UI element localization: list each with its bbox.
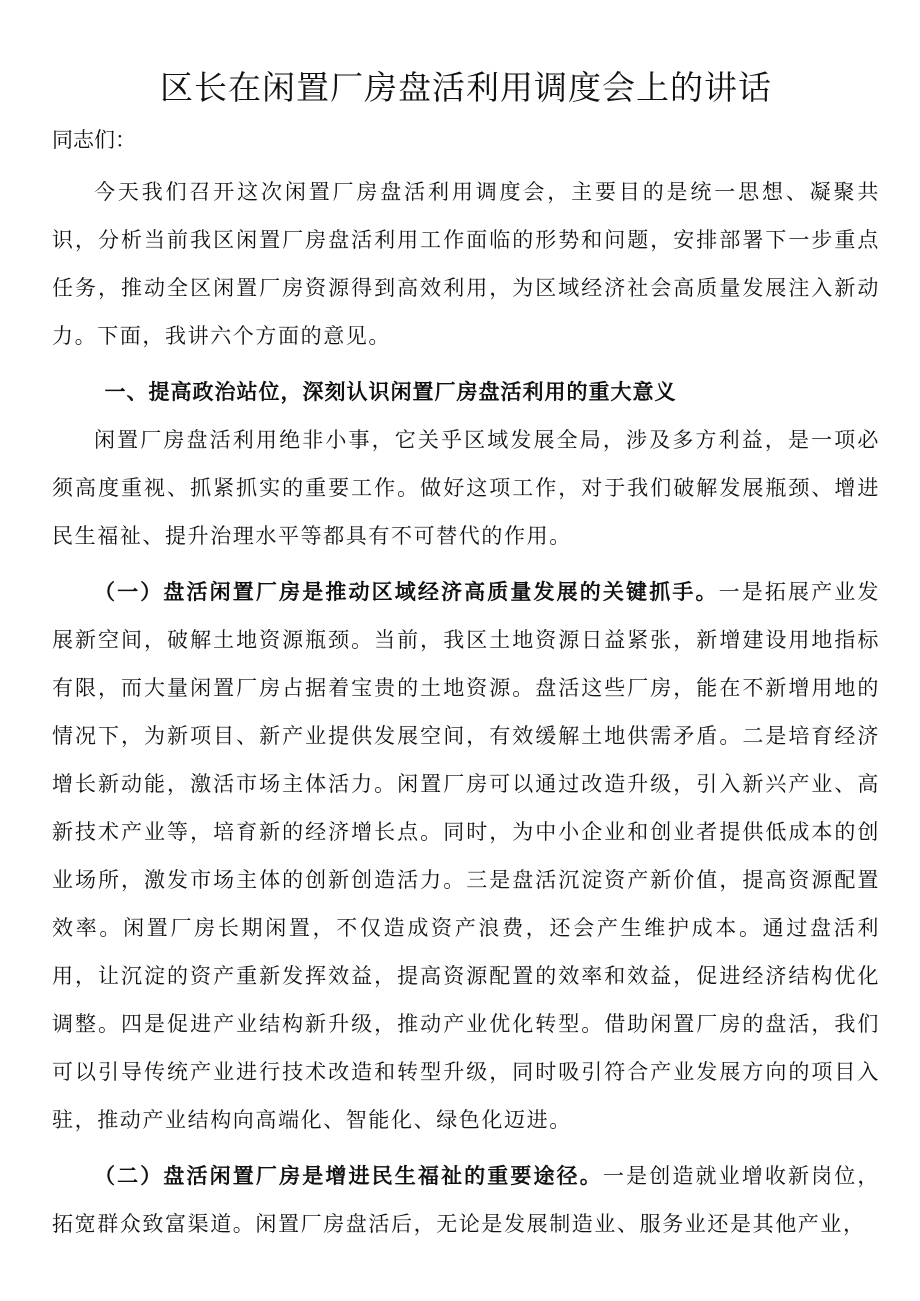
- intro-paragraph: 今天我们召开这次闲置厂房盘活利用调度会，主要目的是统一思想、凝聚共识，分析当前我区闲置厂房盘活利用工作面临的形势和问题，安排部署下一步重点任务，推动全区闲置厂房资源得到高效利用，为区域经济社会高质量发展注入新动力。下面，我讲六个方面的意见。: [52, 180, 880, 348]
- subsection-2-heading: （二）盘活闲置厂房是增进民生福祉的重要途径。: [94, 1164, 603, 1188]
- subsection-2-paragraph: [52, 1152, 880, 1248]
- salutation: 同志们：: [52, 128, 136, 152]
- subsection-2-body: 一是创造就业增收新岗位，拓宽群众致富渠道。闲置厂房盘活后，无论是发展制造业、服务业还是其他产业，: [52, 1164, 881, 1236]
- document-page: [52, 62, 880, 1248]
- subsection-1-body: 一是拓展产业发展新空间，破解土地资源瓶颈。当前，我区土地资源日益紧张，新增建设用地指标有限，而大量闲置厂房占据着宝贵的土地资源。盘活这些厂房，能在不新增用地的情况下，为新项目、新产业提供发展空间，有效缓解土地供需矛盾。二是培育经济增长新动能，激活市场主体活力。闲置厂房可以通过改造升级，引入新兴产业、高新技术产业等，培育新的经济增长点。同时，为中小企业和创业者提供低成本的创业场所，激发市场主体的创新创造活力。三是盘活沉淀资产新价值，提高资源配置效率。闲置厂房长期闲置，不仅造成资产浪费，还会产生维护成本。通过盘活利用，让沉淀的资产重新发挥效益，提高资源配置的效率和效益，促进经济结构优化调整。四是促进产业结构新升级，推动产业优化转型。借助闲置厂房的盘活，我们可以引导传统产业进行技术改造和转型升级，同时吸引符合产业发展方向的项目入驻，推动产业结构向高端化、智能化、绿色化迈进。: [52, 580, 880, 1132]
- section-1-paragraph: 闲置厂房盘活利用绝非小事，它关乎区域发展全局，涉及多方利益，是一项必须高度重视、抓紧抓实的重要工作。做好这项工作，对于我们破解发展瓶颈、增进民生福祉、提升治理水平等都具有不可替代的作用。: [52, 428, 880, 548]
- document-title: 区长在闲置厂房盘活利用调度会上的讲话: [160, 68, 772, 107]
- subsection-1-paragraph: [52, 568, 880, 1144]
- section-1-heading: 一、提高政治站位，深刻认识闲置厂房盘活利用的重大意义: [104, 380, 677, 404]
- subsection-1-heading: （一）盘活闲置厂房是推动区域经济高质量发展的关键抓手。: [94, 580, 719, 604]
